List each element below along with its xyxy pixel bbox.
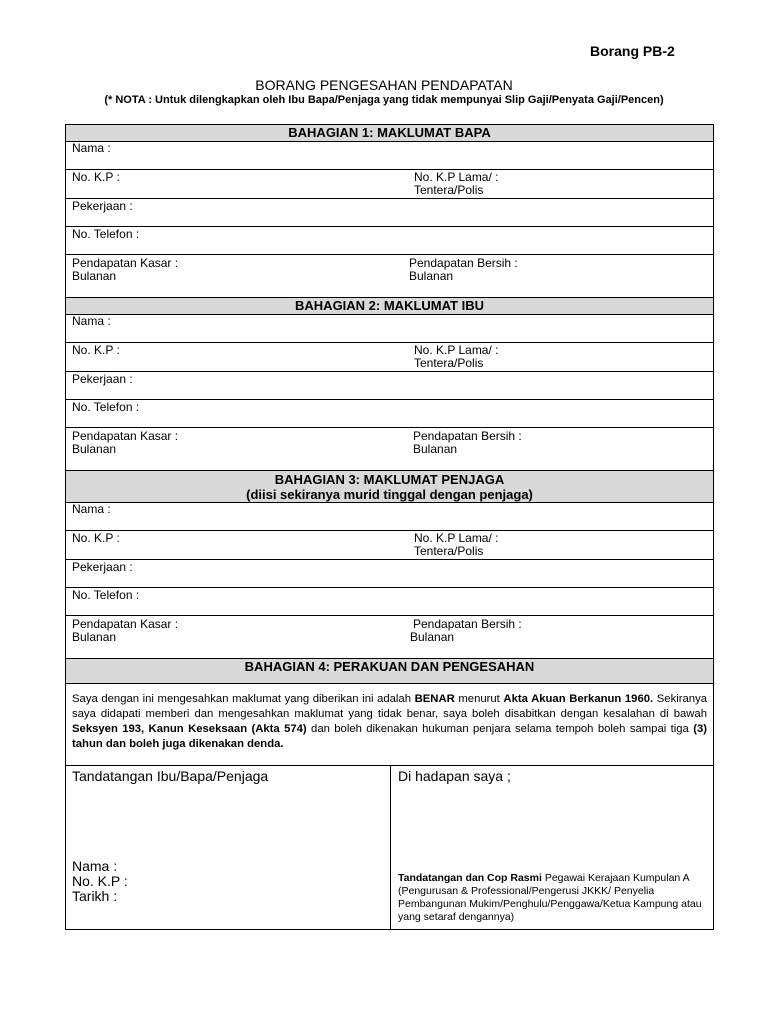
- section-3-subtitle: (diisi sekiranya murid tinggal dengan penjaga): [246, 487, 533, 502]
- section-4-title: BAHAGIAN 4: PERAKUAN DAN PENGESAHAN: [244, 659, 535, 674]
- mother-occupation-row: [66, 372, 713, 400]
- father-ic-row: [66, 170, 713, 199]
- mother-ic-label: No. K.P :: [72, 343, 120, 357]
- guardian-occupation-row: [66, 560, 713, 588]
- father-ic-label: No. K.P :: [72, 170, 120, 184]
- parent-signature-title: Tandatangan Ibu/Bapa/Penjaga: [72, 768, 269, 784]
- father-net-label: Pendapatan Bersih :: [409, 256, 518, 270]
- section-3-title: BAHAGIAN 3: MAKLUMAT PENJAGA: [274, 472, 505, 487]
- guardian-income-row: [66, 616, 713, 659]
- guardian-occupation-label: Pekerjaan :: [72, 560, 133, 574]
- declaration-row: [66, 684, 713, 766]
- section-4-header: [66, 659, 713, 684]
- mother-gross-label: Pendapatan Kasar :: [72, 429, 179, 443]
- guardian-gross-monthly: Bulanan: [72, 630, 117, 644]
- signature-ic-label: No. K.P :: [72, 873, 128, 889]
- document-note: (* NOTA : Untuk dilengkapkan oleh Ibu Bapa/Penjaga yang tidak mempunyai Slip Gaji/Penyata Gaji/Pencen): [104, 94, 664, 106]
- father-phone-row: [66, 227, 713, 255]
- guardian-phone-label: No. Telefon :: [72, 588, 140, 602]
- section-3-header: [66, 471, 713, 503]
- mother-income-row: [66, 428, 713, 471]
- witness-title: Di hadapan saya ;: [398, 768, 511, 784]
- guardian-phone-row: [66, 588, 713, 616]
- guardian-net-label: Pendapatan Bersih :: [413, 617, 522, 631]
- father-gross-label: Pendapatan Kasar :: [72, 256, 179, 270]
- document-title: BORANG PENGESAHAN PENDAPATAN: [255, 77, 513, 93]
- father-income-row: [66, 255, 713, 298]
- mother-phone-label: No. Telefon :: [72, 400, 140, 414]
- father-name-row: [66, 142, 713, 170]
- father-occupation-label: Pekerjaan :: [72, 199, 133, 213]
- signature-name-label: Nama :: [72, 858, 118, 874]
- father-phone-label: No. Telefon :: [72, 227, 140, 241]
- income-verification-form: [65, 124, 714, 930]
- mother-ic-row: [66, 343, 713, 372]
- mother-net-monthly: Bulanan: [413, 442, 458, 456]
- mother-name-label: Nama :: [72, 314, 111, 328]
- father-gross-monthly: Bulanan: [72, 269, 117, 283]
- guardian-ic-row: [66, 531, 713, 560]
- father-net-monthly: Bulanan: [409, 269, 454, 283]
- declaration-text: Saya dengan ini mengesahkan maklumat yang diberikan ini adalah BENAR menurut Akta Akuan Berkanun 1960. Sekiranya saya didapati memberi dan mengesahkan maklumat yang tidak benar, saya boleh disabitkan dengan kesalahan di bawah Seksyen 193, Kanun Keseksaan (Akta 574) dan boleh dikenakan hukuman penjara selama tempoh boleh sampai tiga (3) tahun dan boleh juga dikenakan denda.: [72, 693, 708, 750]
- guardian-name-row: [66, 503, 713, 531]
- form-code: Borang PB-2: [590, 43, 675, 59]
- father-name-label: Nama :: [72, 141, 111, 155]
- section-1-title: BAHAGIAN 1: MAKLUMAT BAPA: [288, 125, 491, 140]
- father-occupation-row: [66, 199, 713, 227]
- signature-date-label: Tarikh :: [72, 888, 118, 904]
- mother-occupation-label: Pekerjaan :: [72, 372, 133, 386]
- guardian-ic-label: No. K.P :: [72, 531, 120, 545]
- section-1-header: [66, 125, 713, 142]
- guardian-old-ic-label: No. K.P Lama/ :: [414, 531, 499, 545]
- father-old-ic-label: No. K.P Lama/ :: [414, 170, 499, 184]
- mother-old-ic-label-2: Tentera/Polis: [414, 356, 484, 370]
- mother-net-label: Pendapatan Bersih :: [413, 429, 522, 443]
- section-2-header: [66, 298, 713, 315]
- mother-name-row: [66, 315, 713, 343]
- signature-divider: [390, 766, 391, 930]
- official-stamp-note: Tandatangan dan Cop Rasmi Pegawai Kerajaan Kumpulan A (Pengurusan & Professional/Pengerusi JKKK/ Penyelia Pembangunan Mukim/Penghulu/Penggawa/Ketua Kampung atau yang setaraf dengannya): [398, 872, 702, 923]
- mother-phone-row: [66, 400, 713, 428]
- guardian-gross-label: Pendapatan Kasar :: [72, 617, 179, 631]
- section-2-title: BAHAGIAN 2: MAKLUMAT IBU: [295, 298, 484, 313]
- guardian-old-ic-label-2: Tentera/Polis: [414, 544, 484, 558]
- father-old-ic-label-2: Tentera/Polis: [414, 183, 484, 197]
- guardian-net-monthly: Bulanan: [410, 630, 455, 644]
- mother-old-ic-label: No. K.P Lama/ :: [414, 343, 499, 357]
- guardian-name-label: Nama :: [72, 502, 111, 516]
- mother-gross-monthly: Bulanan: [72, 442, 117, 456]
